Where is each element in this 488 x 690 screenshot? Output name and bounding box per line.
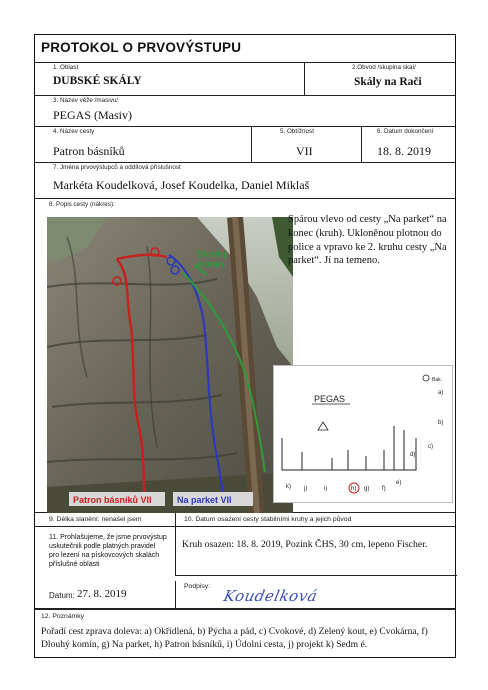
climbers-row (35, 163, 455, 199)
svg-text:h): h) (351, 486, 357, 492)
protocol-form (34, 34, 456, 658)
anchors-cell (175, 527, 457, 576)
route-photo (47, 217, 293, 513)
signature-label: Podpisy: (184, 583, 211, 590)
page-title: PROTOKOL O PRVOVÝSTUPU (41, 40, 242, 55)
date-sign-row (35, 581, 455, 609)
datum-label: Datum: (49, 591, 75, 600)
photo-label-blue: Na parket VII (177, 495, 232, 505)
notes-label: 12. Poznámky (41, 613, 85, 620)
signature: Koudelková (222, 587, 320, 605)
tower-value: PEGAS (Masiv) (53, 108, 133, 122)
difficulty-value: VII (296, 144, 313, 158)
svg-text:k): k) (286, 484, 291, 490)
svg-text:b): b) (438, 420, 444, 426)
notes-text: Pořadí cest zprava doleva: a) Okřídlená, b) Pýcha a pád, c) Cvokové, d) Zelený kout, e) Cvokárna, f) Dlouhý komín, g) Na parket, h) Patron básníků, i) Údolní cesta, j) projekt k) Sedm é. (41, 626, 428, 650)
svg-text:f): f) (382, 486, 386, 492)
statement-text: 11. Prohlašujeme, že jsme prvovýstup uskutečnili podle platných pravidel pro lezení na pískovcových skalách příslušné oblasti (49, 534, 167, 568)
route-row (35, 127, 455, 163)
rappel-label: 9. Délka slanění: nenašel jsem (49, 516, 142, 523)
description-row (35, 199, 455, 513)
date-value: 18. 8. 2019 (377, 144, 431, 158)
difficulty-label: 5. Obtížnost (280, 128, 314, 135)
sketch-title: PEGAS (314, 394, 346, 404)
rappel-row (35, 513, 455, 527)
district-cell (304, 63, 457, 95)
description-label: 8. Popis cesty (nákres): (49, 201, 115, 208)
anchors-label-cell (175, 513, 457, 526)
svg-text:a): a) (438, 390, 444, 396)
tower-label: 3. Název věže /masivu/ (53, 97, 119, 104)
photo-label-red: Patron básníků VII (73, 495, 152, 505)
difficulty-cell (251, 127, 361, 162)
notes-row (35, 609, 455, 659)
date-label: 6. Datum dokončení (377, 128, 434, 135)
anchors-value: Kruh osazen: 18. 8. 2019, Pozink ČHS, 30 cm, lepeno Fischer. (182, 539, 428, 550)
svg-text:c): c) (428, 444, 433, 450)
svg-text:j): j) (304, 486, 308, 492)
tower-row (35, 96, 455, 127)
route-label: 4. Název cesty (53, 128, 95, 135)
svg-text:d): d) (410, 452, 416, 458)
route-sketch-drawing (274, 366, 454, 504)
svg-text:Bak.: Bak. (432, 377, 443, 383)
area-label: 1. Oblast (53, 64, 79, 71)
svg-text:i): i) (324, 486, 328, 492)
climbers-value: Markéta Koudelková, Josef Koudelka, Daniel Miklaš (53, 178, 310, 192)
area-row (35, 63, 455, 96)
route-sketch (273, 365, 453, 503)
area-value: DUBSKÉ SKÁLY (53, 75, 142, 87)
signature-cell (175, 581, 457, 609)
district-label: 2.Obvod /skupina skal/ (352, 64, 416, 71)
date-cell (361, 127, 457, 162)
district-value: Skály na Rači (354, 76, 422, 88)
anchors-label: 10. Datum osazení cesty stabilními kruhy a jejich původ (184, 516, 352, 523)
route-photo-drawing (47, 217, 293, 513)
photo-label-green: Dlouhý komín (197, 249, 228, 269)
route-value: Patron básníků (53, 144, 125, 158)
title-row (35, 35, 455, 63)
route-description: Spárou vlevo od cesty „Na parket“ na konec (kruh). Ukloněnou plotnou do police a vpravo ke 2. kruhu cesty „Na parket“. Jí na temeno. (288, 214, 447, 267)
climbers-label: 7. Jména prvovýstupců a oddílová příslušnost (53, 164, 181, 171)
svg-text:g): g) (364, 486, 370, 492)
datum-value: 27. 8. 2019 (77, 588, 127, 600)
svg-text:e): e) (396, 480, 402, 486)
